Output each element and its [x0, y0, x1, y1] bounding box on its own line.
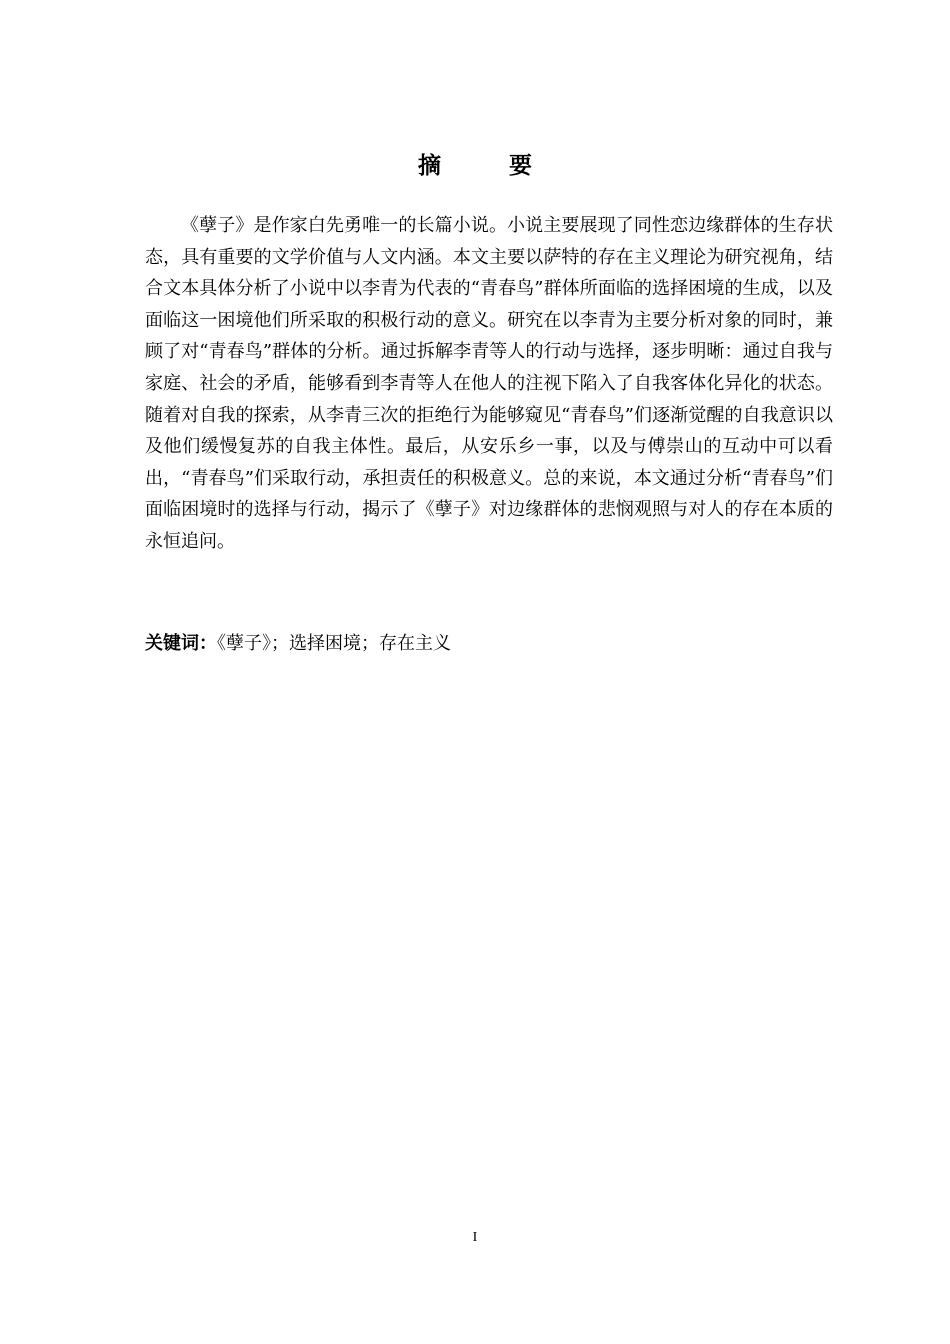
keywords-text: 《孽子》；选择困境；存在主义 — [217, 633, 451, 654]
keywords-label: 关键词： — [145, 633, 217, 654]
abstract-body: 《孽子》是作家白先勇唯一的长篇小说。小说主要展现了同性恋边缘群体的生存状态，具有重要的文学价值与人文内涵。本文主要以萨特的存在主义理论为研究视角，结合文本具体分析了小说中以李青为代表的“青春鸟”群体所面临的选择困境的生成，以及面临这一困境他们所采取的积极行动的意义。研究在以李青为主要分析对象的同时，兼顾了对“青春鸟”群体的分析。通过拆解李青等人的行动与选择，逐步明晰：通过自我与家庭、社会的矛盾，能够看到李青等人在他人的注视下陷入了自我客体化异化的状态。随着对自我的探索，从李青三次的拒绝行为能够窥见“青春鸟”们逐渐觉醒的自我意识以及他们缓慢复苏的自我主体性。最后，从安乐乡一事，以及与傅崇山的互动中可以看出，“青春鸟”们采取行动，承担责任的积极意义。总的来说，本文通过分析“青春鸟”们面临困境时的选择与行动，揭示了《孽子》对边缘群体的悲悯观照与对人的存在本质的永恒追问。 — [145, 215, 833, 552]
page-number: I — [472, 1230, 478, 1245]
abstract-title: 摘 要 — [417, 153, 562, 179]
keywords-line — [145, 628, 833, 659]
